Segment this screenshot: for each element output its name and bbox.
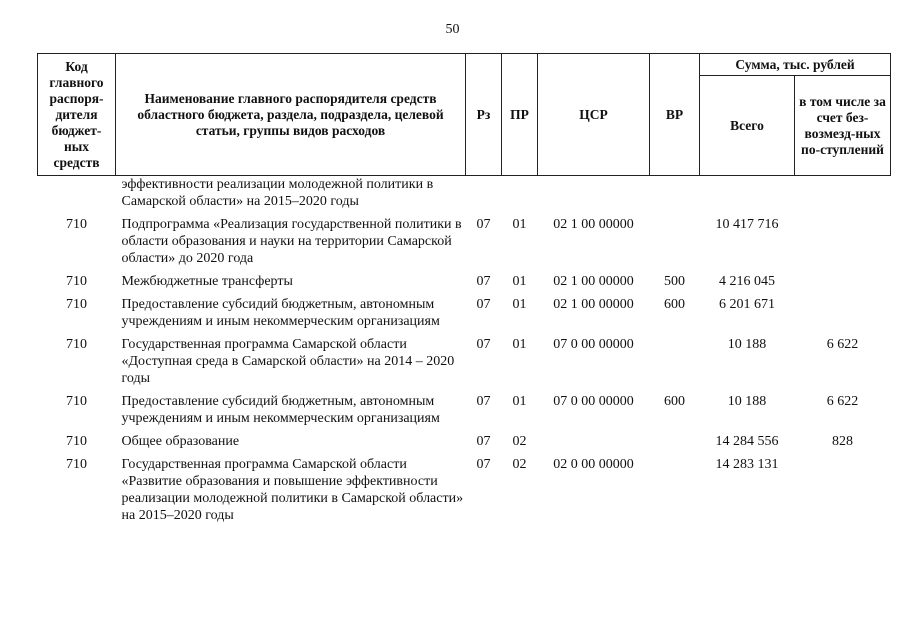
cell-csr: 07 0 00 00000	[553, 337, 634, 352]
cell-incl: 6 622	[826, 337, 859, 352]
cell-rz: 07	[476, 337, 491, 352]
cell-name: Государственная программа Самарской области «Развитие образования и повышение эффективности реализации молодежной политики в Самарской области» на 2015–2020 годы	[121, 457, 464, 523]
cell-name: Подпрограмма «Реализация государственной политики в области образования и науки на территории Самарской области» до 2020 года	[121, 217, 462, 266]
cell-total: 10 188	[727, 394, 767, 409]
table-row	[38, 296, 891, 336]
header-name: Наименование главного распорядителя средств областного бюджета, раздела, подраздела, целевой статьи, группы видов расходов	[116, 54, 466, 176]
cell-csr: 02 1 00 00000	[553, 274, 634, 289]
page-number: 50	[445, 22, 460, 37]
cell-incl	[795, 456, 891, 530]
cell-pr: 02	[512, 457, 527, 472]
cell-pr	[502, 176, 538, 217]
cell-total: 14 284 556	[715, 434, 779, 449]
cell-rz: 07	[476, 274, 491, 289]
cell-rz: 07	[476, 297, 491, 312]
table-row	[38, 336, 891, 393]
table-header	[38, 54, 891, 176]
cell-code: 710	[66, 457, 87, 472]
cell-incl	[795, 296, 891, 336]
cell-code: 710	[66, 337, 87, 352]
cell-name: Межбюджетные трансферты	[121, 274, 293, 289]
header-pr: ПР	[502, 54, 538, 176]
cell-pr: 01	[512, 217, 527, 232]
cell-pr: 01	[512, 337, 527, 352]
cell-name: Предоставление субсидий бюджетным, автономным учреждениям и иным некоммерческим организациям	[121, 297, 440, 329]
cell-total: 10 417 716	[715, 217, 779, 232]
budget-table	[37, 53, 891, 530]
cell-csr: 02 0 00 00000	[553, 457, 634, 472]
cell-csr	[538, 433, 650, 456]
header-sum-group: Сумма, тыс. рублей	[700, 54, 891, 76]
cell-code: 710	[66, 274, 87, 289]
cell-vr	[650, 456, 700, 530]
cell-incl	[795, 176, 891, 217]
header-incl: в том числе за счет без-возмезд-ных по-ступлений	[795, 76, 891, 176]
table-body	[38, 176, 891, 531]
cell-pr: 01	[512, 274, 527, 289]
header-total: Всего	[700, 76, 795, 176]
cell-csr: 02 1 00 00000	[553, 297, 634, 312]
cell-pr: 01	[512, 394, 527, 409]
table-row	[38, 433, 891, 456]
cell-code: 710	[66, 297, 87, 312]
cell-rz: 07	[476, 217, 491, 232]
cell-name: Предоставление субсидий бюджетным, автономным учреждениям и иным некоммерческим организациям	[121, 394, 440, 426]
cell-code	[38, 176, 116, 217]
cell-rz	[466, 176, 502, 217]
cell-csr: 02 1 00 00000	[553, 217, 634, 232]
cell-total: 4 216 045	[719, 274, 775, 289]
cell-rz: 07	[476, 394, 491, 409]
cell-name: Общее образование	[121, 434, 240, 449]
cell-incl: 828	[832, 434, 853, 449]
table-row	[38, 393, 891, 433]
table-row	[38, 216, 891, 273]
cell-total	[700, 176, 795, 217]
cell-csr: 07 0 00 00000	[553, 394, 634, 409]
cell-code: 710	[66, 394, 87, 409]
cell-incl: 6 622	[826, 394, 859, 409]
cell-code: 710	[66, 217, 87, 232]
cell-csr	[538, 176, 650, 217]
cell-vr	[650, 433, 700, 456]
cell-code: 710	[66, 434, 87, 449]
cell-rz: 07	[476, 457, 491, 472]
cell-total: 10 188	[727, 337, 767, 352]
cell-vr	[650, 336, 700, 393]
cell-total: 14 283 131	[715, 457, 779, 472]
cell-total: 6 201 671	[719, 297, 775, 312]
header-vr: ВР	[650, 54, 700, 176]
cell-incl	[795, 273, 891, 296]
cell-incl	[795, 216, 891, 273]
cell-vr	[650, 176, 700, 217]
cell-name: Государственная программа Самарской области «Доступная среда в Самарской области» на 2014 – 2020 годы	[121, 337, 455, 386]
header-rz: Рз	[466, 54, 502, 176]
cell-vr: 600	[664, 394, 685, 409]
table-row	[38, 456, 891, 530]
header-csr: ЦСР	[538, 54, 650, 176]
table-row	[38, 176, 891, 217]
cell-vr: 500	[664, 274, 685, 289]
cell-pr: 01	[512, 297, 527, 312]
cell-vr	[650, 216, 700, 273]
cell-vr: 600	[664, 297, 685, 312]
cell-pr: 02	[512, 434, 527, 449]
cell-name: эффективности реализации молодежной политики в Самарской области» на 2015–2020 годы	[121, 177, 434, 209]
table-row	[38, 273, 891, 296]
cell-rz: 07	[476, 434, 491, 449]
header-code: Код главного распоря-дителя бюджет-ных средств	[38, 54, 116, 176]
